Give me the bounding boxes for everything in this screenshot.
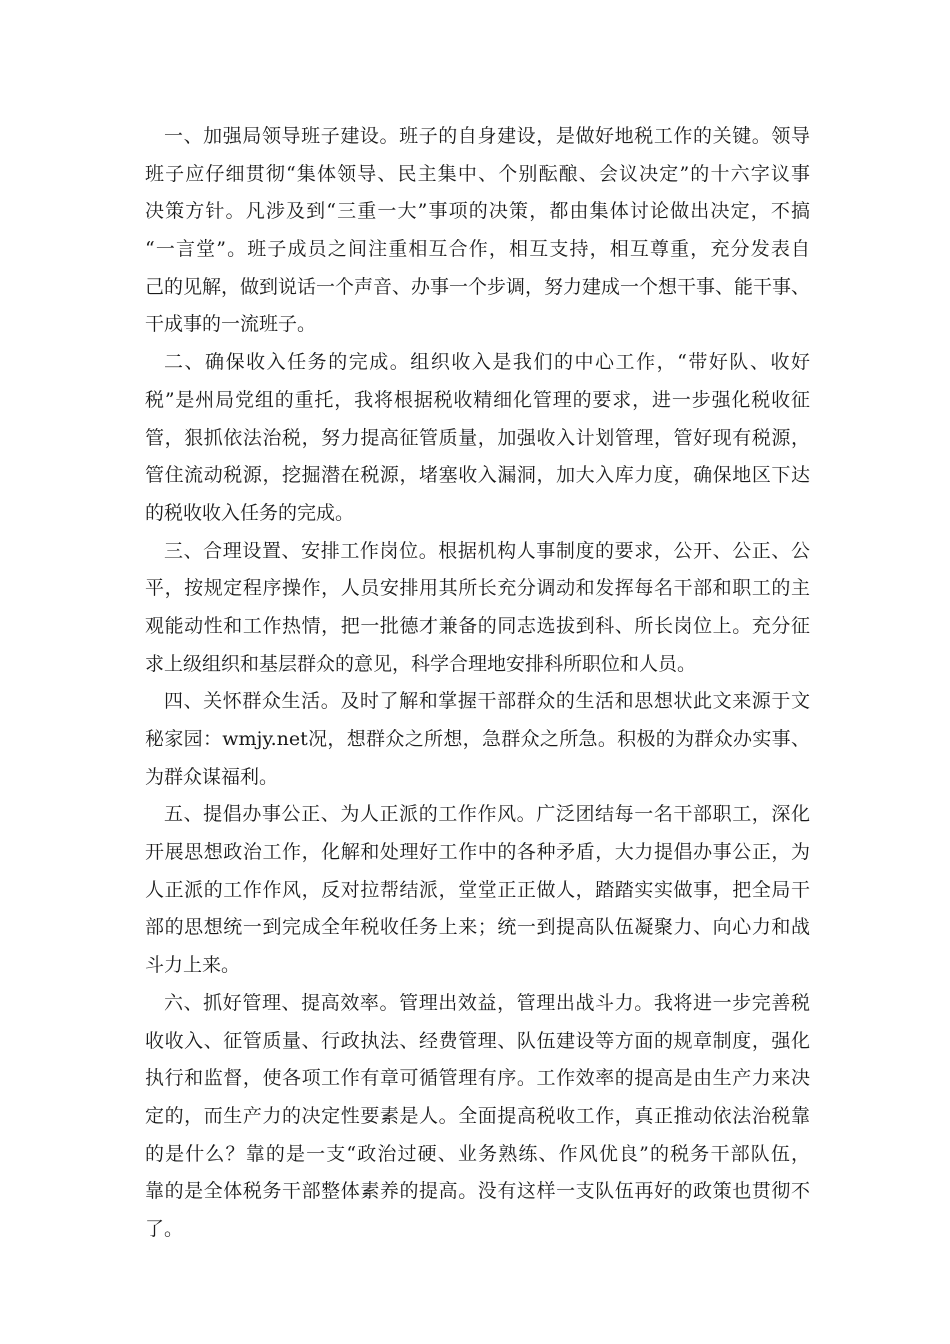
paragraph-2 [145, 344, 810, 532]
text-line: 三、合理设置、安排工作岗位。根据机构人事制度的要求，公开、公正、公 [164, 539, 810, 562]
text-line: 求上级组织和基层群众的意见，科学合理地安排科所职位和人员。 [145, 652, 697, 675]
text-line: 税”是州局党组的重托，我将根据税收精细化管理的要求，进一步强化税收征 [145, 388, 810, 411]
text-line: “一言堂”。班子成员之间注重相互合作，相互支持，相互尊重，充分发表自 [145, 238, 810, 261]
text-line: 干成事的一流班子。 [145, 313, 317, 336]
text-line: 人正派的工作作风，反对拉帮结派，堂堂正正做人，踏踏实实做事，把全局干 [145, 878, 810, 901]
paragraph-3 [145, 533, 810, 684]
text-line: 班子应仔细贯彻“集体领导、民主集中、个别酝酿、会议决定”的十六字议事 [145, 162, 810, 185]
text-line: 二、确保收入任务的完成。组织收入是我们的中心工作，“带好队、收好 [164, 351, 810, 374]
text-line: 的税收收入任务的完成。 [145, 501, 355, 524]
text-line: 六、抓好管理、提高效率。管理出效益，管理出战斗力。我将进一步完善税 [164, 991, 810, 1014]
text-line: 平，按规定程序操作，人员安排用其所长充分调动和发挥每名干部和职工的主 [145, 577, 810, 600]
text-line: 了。 [145, 1217, 184, 1240]
text-line: 管住流动税源，挖掘潜在税源，堵塞收入漏洞，加大入库力度，确保地区下达 [145, 464, 810, 487]
paragraph-5 [145, 796, 810, 984]
text-line: 观能动性和工作热情，把一批德才兼备的同志选拔到科、所长岗位上。充分征 [145, 614, 810, 637]
text-line: 收收入、征管质量、行政执法、经费管理、队伍建设等方面的规章制度，强化 [145, 1029, 810, 1052]
text-line: 管，狠抓依法治税，努力提高征管质量，加强收入计划管理，管好现有税源， [145, 426, 810, 449]
text-line: 开展思想政治工作，化解和处理好工作中的各种矛盾，大力提倡办事公正，为 [145, 841, 810, 864]
paragraph-1 [145, 118, 810, 344]
text-line: 部的思想统一到完成全年税收任务上来；统一到提高队伍凝聚力、向心力和战 [145, 916, 810, 939]
text-line: 定的，而生产力的决定性要素是人。全面提高税收工作，真正推动依法治税靠 [145, 1104, 810, 1127]
text-line: 的是什么？靠的是一支“政治过硬、业务熟练、作风优良”的税务干部队伍， [145, 1142, 810, 1165]
text-line: 靠的是全体税务干部整体素养的提高。没有这样一支队伍再好的政策也贯彻不 [145, 1180, 810, 1203]
document-body [145, 118, 810, 1249]
text-line: 四、关怀群众生活。及时了解和掌握干部群众的生活和思想状此文来源于文 [164, 690, 810, 713]
text-line: 执行和监督，使各项工作有章可循管理有序。工作效率的提高是由生产力来决 [145, 1067, 810, 1090]
text-line: 秘家园：wmjy.net况，想群众之所想，急群众之所急。积极的为群众办实事、 [145, 728, 810, 750]
text-line: 五、提倡办事公正、为人正派的工作作风。广泛团结每一名干部职工，深化 [164, 803, 810, 826]
text-line: 为群众谋福利。 [145, 765, 279, 788]
text-line: 斗力上来。 [145, 954, 241, 977]
text-line: 己的见解，做到说话一个声音、办事一个步调，努力建成一个想干事、能干事、 [145, 275, 811, 298]
text-line: 一、加强局领导班子建设。班子的自身建设，是做好地税工作的关键。领导 [164, 125, 810, 147]
paragraph-4 [145, 683, 810, 796]
paragraph-6 [145, 985, 810, 1249]
text-line: 决策方针。凡涉及到“三重一大”事项的决策，都由集体讨论做出决定，不搞 [145, 200, 810, 223]
